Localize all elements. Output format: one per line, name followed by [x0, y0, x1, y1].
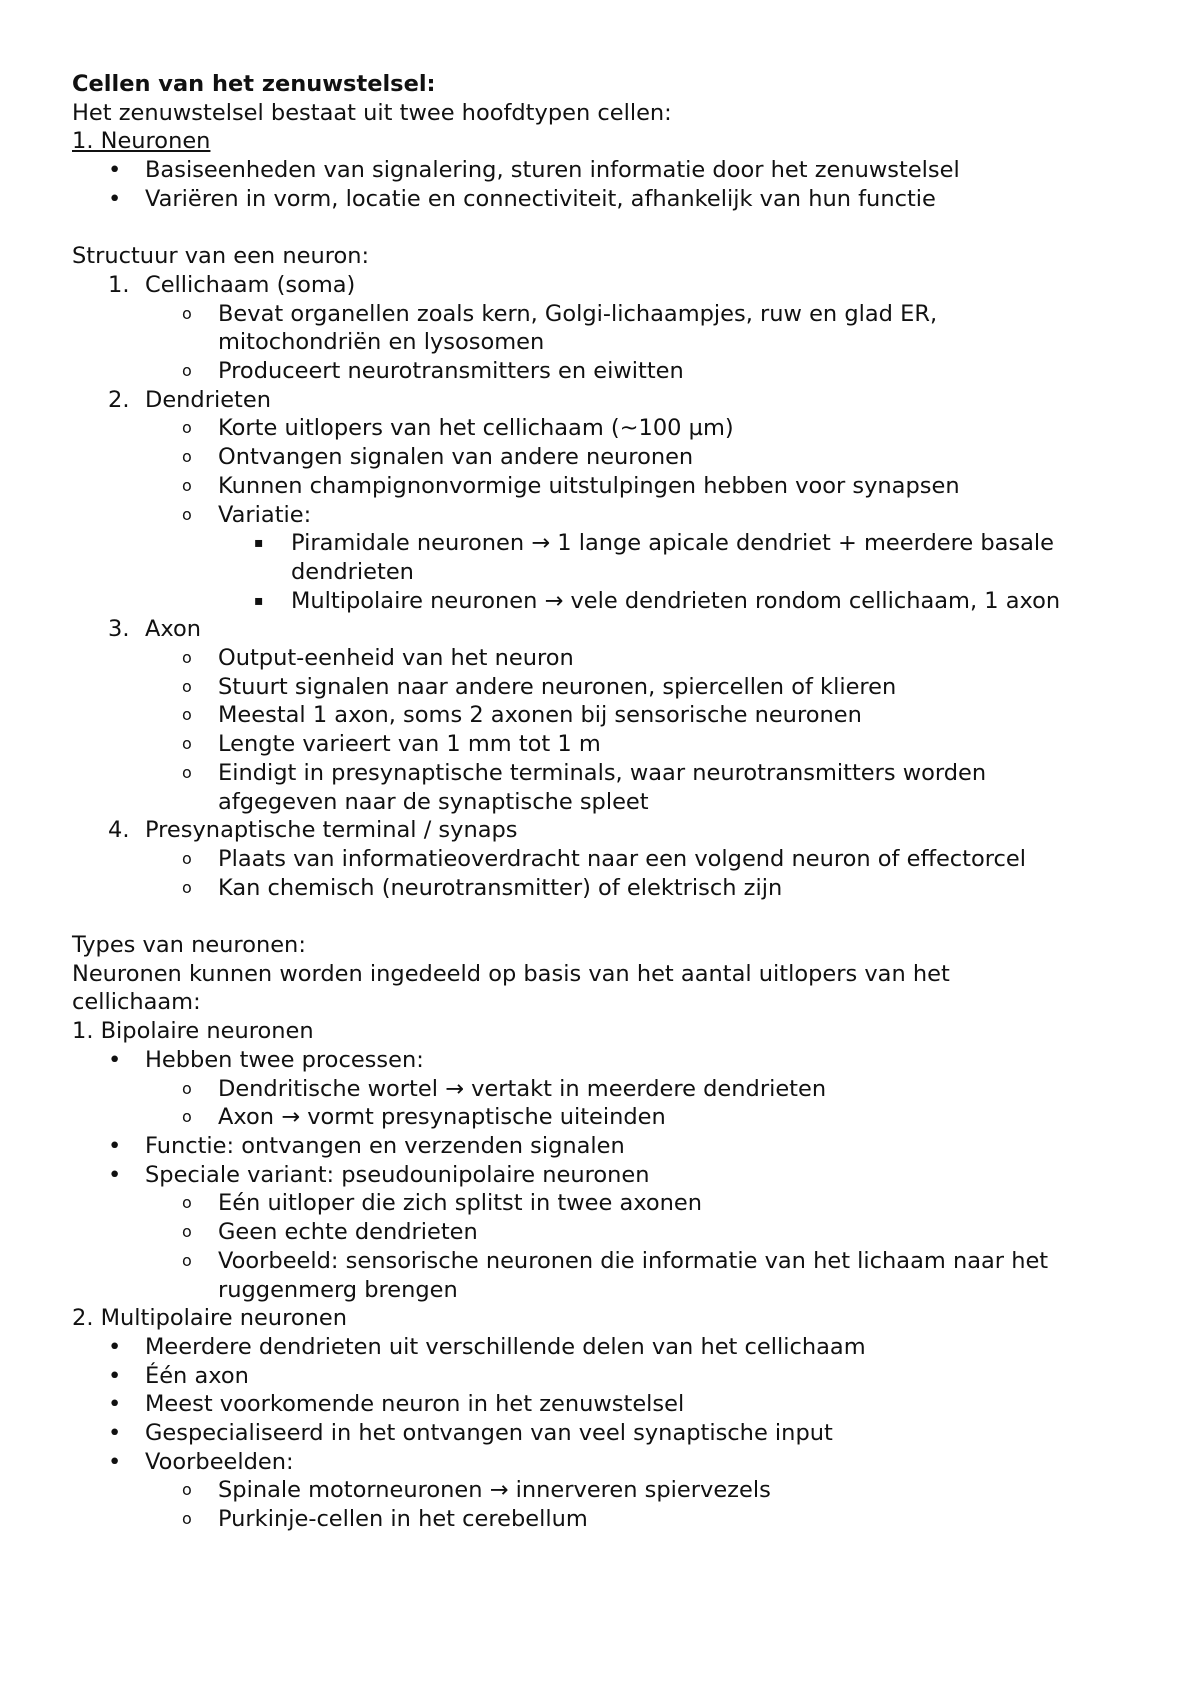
circle-bullet-icon: o	[182, 705, 192, 725]
list-item: • Functie: ontvangen en verzenden signalen	[108, 1132, 625, 1159]
document-content	[72, 70, 1132, 1534]
list-item: o Lengte varieert van 1 mm tot 1 m	[182, 731, 601, 758]
circle-bullet-icon: o	[182, 1250, 192, 1270]
intro-text: Het zenuwstelsel bestaat uit twee hoofdtypen cellen:	[72, 99, 672, 126]
circle-bullet-icon: o	[182, 734, 192, 754]
list-item: o Bevat organellen zoals kern, Golgi-lichaampjes, ruw en glad ER,	[182, 300, 938, 327]
circle-bullet-icon: o	[182, 877, 192, 897]
document-title: Cellen van het zenuwstelsel:	[72, 71, 436, 97]
circle-bullet-icon: o	[182, 418, 192, 438]
list-item-continuation: mitochondriën en lysosomen	[218, 329, 545, 356]
list-item: 3. Axon	[108, 616, 202, 643]
circle-bullet-icon: o	[182, 1480, 192, 1500]
list-item: ▪ Piramidale neuronen → 1 lange apicale dendriet + meerdere basale	[254, 530, 1055, 557]
list-item: o Meestal 1 axon, soms 2 axonen bij sensorische neuronen	[182, 702, 862, 729]
list-item: 4. Presynaptische terminal / synaps	[108, 817, 518, 844]
circle-bullet-icon: o	[182, 1193, 192, 1213]
bullet-icon: •	[108, 1420, 122, 1447]
list-number: 4.	[108, 817, 130, 844]
circle-bullet-icon: o	[182, 762, 192, 782]
list-item: o Output-eenheid van het neuron	[182, 645, 574, 672]
list-item: o Kan chemisch (neurotransmitter) of elektrisch zijn	[182, 874, 783, 901]
circle-bullet-icon: o	[182, 1107, 192, 1127]
list-item: o Variatie:	[182, 501, 312, 528]
list-item: • Meerdere dendrieten uit verschillende delen van het cellichaam	[108, 1333, 866, 1360]
circle-bullet-icon: o	[182, 303, 192, 323]
list-item: • Basiseenheden van signalering, sturen informatie door het zenuwstelsel	[108, 157, 960, 184]
list-item: • Hebben twee processen:	[108, 1046, 424, 1073]
list-item: o Dendritische wortel → vertakt in meerdere dendrieten	[182, 1075, 827, 1102]
list-item: • Gespecialiseerd in het ontvangen van veel synaptische input	[108, 1420, 833, 1447]
circle-bullet-icon: o	[182, 1078, 192, 1098]
bipolair-heading: 1. Bipolaire neuronen	[72, 1018, 314, 1045]
bullet-icon: •	[108, 185, 122, 212]
types-intro-continuation: cellichaam:	[72, 989, 201, 1016]
multipolair-heading: 2. Multipolaire neuronen	[72, 1305, 347, 1332]
list-item: o Korte uitlopers van het cellichaam (~100 µm)	[182, 415, 734, 442]
circle-bullet-icon: o	[182, 447, 192, 467]
bullet-icon: •	[108, 1046, 122, 1073]
list-item-continuation: dendrieten	[291, 558, 414, 585]
list-item: o Spinale motorneuronen → innerveren spiervezels	[182, 1477, 771, 1504]
list-item: o Ontvangen signalen van andere neuronen	[182, 444, 694, 471]
list-number: 1.	[108, 271, 130, 298]
list-item: o Eén uitloper die zich splitst in twee axonen	[182, 1190, 703, 1217]
list-number: 2.	[108, 386, 130, 413]
structuur-heading: Structuur van een neuron:	[72, 243, 370, 270]
list-item: • Variëren in vorm, locatie en connectiviteit, afhankelijk van hun functie	[108, 185, 936, 212]
bullet-icon: •	[108, 1132, 122, 1159]
circle-bullet-icon: o	[182, 361, 192, 381]
list-item: • Speciale variant: pseudounipolaire neuronen	[108, 1161, 650, 1188]
square-bullet-icon: ▪	[254, 535, 264, 552]
list-item: o Produceert neurotransmitters en eiwitten	[182, 358, 684, 385]
types-heading: Types van neuronen:	[72, 932, 306, 959]
list-item: o Purkinje-cellen in het cerebellum	[182, 1506, 588, 1533]
neuronen-heading: 1. Neuronen	[72, 128, 211, 155]
bullet-icon: •	[108, 1362, 122, 1389]
list-item: o Plaats van informatieoverdracht naar een volgend neuron of effectorcel	[182, 845, 1026, 872]
square-bullet-icon: ▪	[254, 592, 264, 609]
bullet-icon: •	[108, 157, 122, 184]
bullet-icon: •	[108, 1333, 122, 1360]
bullet-icon: •	[108, 1161, 122, 1188]
list-item: o Stuurt signalen naar andere neuronen, spiercellen of klieren	[182, 673, 897, 700]
circle-bullet-icon: o	[182, 475, 192, 495]
list-item: o Axon → vormt presynaptische uiteinden	[182, 1104, 666, 1131]
circle-bullet-icon: o	[182, 1222, 192, 1242]
spacer	[72, 214, 1132, 243]
list-item: o Geen echte dendrieten	[182, 1219, 478, 1246]
list-item: • Voorbeelden:	[108, 1448, 294, 1475]
circle-bullet-icon: o	[182, 504, 192, 524]
circle-bullet-icon: o	[182, 848, 192, 868]
list-item-continuation: ruggenmerg brengen	[218, 1276, 458, 1303]
list-item: o Kunnen champignonvormige uitstulpingen hebben voor synapsen	[182, 472, 960, 499]
list-item: ▪ Multipolaire neuronen → vele dendrieten rondom cellichaam, 1 axon	[254, 587, 1061, 614]
list-item: 1. Cellichaam (soma)	[108, 271, 356, 298]
list-item: o Voorbeeld: sensorische neuronen die informatie van het lichaam naar het	[182, 1247, 1049, 1274]
types-intro: Neuronen kunnen worden ingedeeld op basis van het aantal uitlopers van het	[72, 960, 950, 987]
bullet-icon: •	[108, 1448, 122, 1475]
list-item: o Eindigt in presynaptische terminals, waar neurotransmitters worden	[182, 759, 987, 786]
circle-bullet-icon: o	[182, 1509, 192, 1529]
list-item: 2. Dendrieten	[108, 386, 271, 413]
circle-bullet-icon: o	[182, 648, 192, 668]
list-number: 3.	[108, 616, 130, 643]
list-item-continuation: afgegeven naar de synaptische spleet	[218, 788, 649, 815]
circle-bullet-icon: o	[182, 676, 192, 696]
list-item: • Één axon	[108, 1362, 249, 1389]
list-item: • Meest voorkomende neuron in het zenuwstelsel	[108, 1391, 685, 1418]
spacer	[72, 902, 1132, 931]
bullet-icon: •	[108, 1391, 122, 1418]
